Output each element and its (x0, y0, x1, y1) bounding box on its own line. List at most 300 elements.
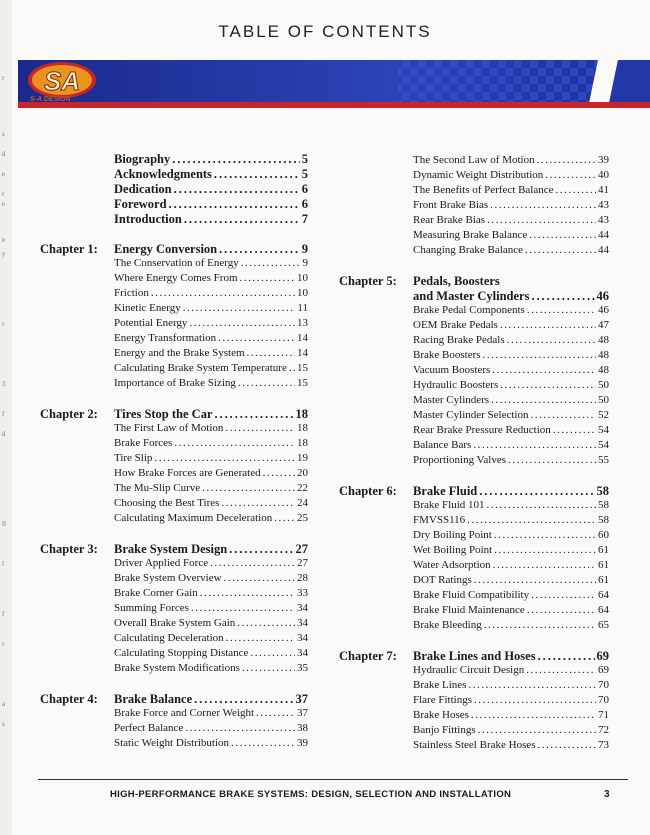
leader-dots (493, 559, 596, 571)
leader-dots (530, 409, 596, 421)
toc-item (114, 497, 308, 512)
toc-item (413, 589, 609, 604)
toc-item (413, 739, 609, 754)
toc-item-label: FMVSS116 (413, 514, 466, 526)
toc-item (114, 707, 308, 722)
toc-item-page: 20 (297, 467, 308, 479)
leader-dots (478, 724, 596, 736)
toc-item-page: 64 (598, 604, 609, 616)
toc-item (114, 347, 308, 362)
toc-item-label: Stainless Steel Brake Hoses (413, 739, 536, 751)
toc-item-page: 33 (297, 587, 308, 599)
leader-dots (242, 662, 295, 674)
toc-heading-page: 18 (295, 407, 308, 421)
toc-item (413, 499, 609, 514)
toc-heading-page: 6 (301, 182, 308, 196)
toc-item (413, 214, 609, 229)
toc-item (413, 514, 609, 529)
leader-dots (263, 467, 295, 479)
toc-item (413, 184, 609, 199)
toc-item-label: Water Adsorption (413, 559, 491, 571)
toc-item-page: 72 (598, 724, 609, 736)
toc-item-page: 34 (297, 632, 308, 644)
toc-item (413, 154, 609, 169)
toc-item-label: Master Cylinder Selection (413, 409, 529, 421)
toc-item-label: Choosing the Best Tires (114, 497, 220, 509)
footer-rule (38, 779, 628, 780)
toc-heading-page: 7 (301, 212, 308, 226)
leader-dots (479, 484, 594, 499)
chapter-label: Chapter 3: (40, 542, 98, 556)
chapter-label: Chapter 4: (40, 692, 98, 706)
toc-item-label: The Benefits of Perfect Balance (413, 184, 554, 196)
leader-dots (174, 437, 295, 449)
leader-dots (250, 647, 295, 659)
toc-item-page: 34 (297, 602, 308, 614)
toc-item-label: Brake Boosters (413, 349, 481, 361)
toc-item-page: 15 (297, 362, 308, 374)
toc-item-page: 46 (598, 304, 609, 316)
logo-subtext: S-A DESIGN (30, 96, 71, 103)
toc-heading-label: Energy Conversion (114, 242, 218, 256)
toc-item (114, 257, 308, 272)
leader-dots (553, 424, 596, 436)
toc-item-label: Brake Fluid Compatibility (413, 589, 530, 601)
leader-dots (525, 244, 596, 256)
toc-heading-label: Acknowledgments (114, 167, 212, 181)
toc-item-page: 34 (297, 647, 308, 659)
leader-dots (151, 287, 295, 299)
leader-dots (241, 257, 301, 269)
leader-dots (526, 664, 596, 676)
toc-heading-page: 69 (596, 649, 609, 663)
toc-heading (114, 542, 308, 558)
toc-item-page: 40 (598, 169, 609, 181)
leader-dots (474, 574, 596, 586)
leader-dots (531, 589, 596, 601)
toc-item (114, 572, 308, 587)
toc-item-label: Racing Brake Pedals (413, 334, 505, 346)
leader-dots (483, 349, 596, 361)
leader-dots (202, 482, 295, 494)
toc-item-label: Banjo Fittings (413, 724, 476, 736)
toc-item-page: 22 (297, 482, 308, 494)
toc-item (114, 452, 308, 467)
toc-item-label: Brake System Overview (114, 572, 222, 584)
leader-dots (256, 707, 295, 719)
toc-item-label: Perfect Balance (114, 722, 184, 734)
toc-item-page: 39 (598, 154, 609, 166)
toc-item-label: Hydraulic Circuit Design (413, 664, 525, 676)
leader-dots (556, 184, 597, 196)
toc-item-label: Energy Transformation (114, 332, 217, 344)
toc-item (114, 512, 308, 527)
page-number: 3 (604, 789, 610, 800)
leader-dots (274, 512, 295, 524)
toc-item-label: Brake Corner Gain (114, 587, 198, 599)
leader-dots (527, 604, 596, 616)
leader-dots (194, 692, 293, 707)
toc-item-label: Energy and the Brake System (114, 347, 245, 359)
toc-item-page: 37 (297, 707, 308, 719)
toc-item-page: 60 (598, 529, 609, 541)
toc-item-page: 38 (297, 722, 308, 734)
toc-item-page: 61 (598, 559, 609, 571)
leader-dots (191, 602, 295, 614)
toc-item (114, 587, 308, 602)
toc-item-label: Flare Fittings (413, 694, 472, 706)
toc-item (114, 377, 308, 392)
toc-item-label: Brake Force and Corner Weight (114, 707, 255, 719)
leader-dots (494, 544, 596, 556)
toc-item-page: 55 (598, 454, 609, 466)
toc-item-label: Balance Bars (413, 439, 472, 451)
toc-item-page: 9 (302, 257, 308, 269)
toc-item-page: 19 (297, 452, 308, 464)
leader-dots (237, 617, 295, 629)
leader-dots (215, 407, 294, 422)
leader-dots (185, 722, 295, 734)
toc-item-page: 61 (598, 574, 609, 586)
toc-item-label: Proportioning Valves (413, 454, 506, 466)
toc-item (114, 662, 308, 677)
toc-item (114, 287, 308, 302)
toc-item-page: 14 (297, 332, 308, 344)
toc-item-label: Dry Boiling Point (413, 529, 492, 541)
leader-dots (238, 377, 295, 389)
leader-dots (229, 542, 293, 557)
toc-item (413, 379, 609, 394)
leader-dots (224, 572, 295, 584)
toc-item-label: The Mu-Slip Curve (114, 482, 201, 494)
toc-heading-page: 9 (301, 242, 308, 256)
leader-dots (214, 167, 300, 182)
leader-dots (221, 497, 295, 509)
leader-dots (491, 394, 596, 406)
toc-item-label: Importance of Brake Sizing (114, 377, 236, 389)
toc-item-label: How Brake Forces are Generated (114, 467, 261, 479)
toc-item (413, 574, 609, 589)
leader-dots (494, 529, 596, 541)
toc-item-label: Brake Pedal Components (413, 304, 525, 316)
toc-item (114, 557, 308, 572)
toc-heading (413, 289, 609, 305)
leader-dots (225, 422, 295, 434)
toc-item-page: 47 (598, 319, 609, 331)
leader-dots (531, 289, 594, 304)
leader-dots (169, 197, 300, 212)
leader-dots (487, 214, 596, 226)
toc-item (114, 737, 308, 752)
toc-item-label: Master Cylinders (413, 394, 490, 406)
chapter-label: Chapter 7: (339, 649, 397, 663)
toc-item-label: Changing Brake Balance (413, 244, 523, 256)
toc-item (413, 244, 609, 259)
leader-dots (467, 514, 596, 526)
toc-item-label: DOT Ratings (413, 574, 472, 586)
toc-heading-label: Introduction (114, 212, 182, 226)
leader-dots (468, 679, 596, 691)
toc-heading-label: Biography (114, 152, 171, 166)
leader-dots (529, 229, 596, 241)
leader-dots (508, 454, 596, 466)
toc-item (114, 617, 308, 632)
header-banner (18, 60, 650, 108)
toc-item-label: Rear Brake Pressure Reduction (413, 424, 551, 436)
toc-item (413, 679, 609, 694)
toc-item (413, 409, 609, 424)
toc-heading-label: Brake System Design (114, 542, 228, 556)
toc-item (114, 722, 308, 737)
leader-dots (219, 242, 300, 257)
toc-item-label: Vacuum Boosters (413, 364, 491, 376)
toc-item-label: OEM Brake Pedals (413, 319, 498, 331)
toc-item-page: 41 (598, 184, 609, 196)
toc-item-label: Rear Brake Bias (413, 214, 486, 226)
toc-item-label: Calculating Deceleration (114, 632, 224, 644)
toc-item-page: 61 (598, 544, 609, 556)
toc-item-label: Brake Bleeding (413, 619, 482, 631)
toc-item (413, 319, 609, 334)
toc-item-label: Brake Fluid 101 (413, 499, 485, 511)
toc-item (114, 602, 308, 617)
toc-item (114, 632, 308, 647)
toc-item-label: The Second Law of Motion (413, 154, 535, 166)
leader-dots (289, 362, 295, 374)
toc-item-page: 70 (598, 679, 609, 691)
toc-item-page: 18 (297, 437, 308, 449)
toc-item-page: 10 (297, 272, 308, 284)
toc-heading-page: 5 (301, 152, 308, 166)
leader-dots (500, 319, 596, 331)
leader-dots (527, 304, 596, 316)
toc-item-page: 50 (598, 394, 609, 406)
toc-heading (114, 167, 308, 183)
toc-heading (114, 197, 308, 213)
toc-heading-label: Brake Balance (114, 692, 193, 706)
toc-heading (114, 242, 308, 258)
toc-item-label: Brake Hoses (413, 709, 469, 721)
toc-item-page: 27 (297, 557, 308, 569)
toc-item-label: Front Brake Bias (413, 199, 489, 211)
toc-item (413, 304, 609, 319)
toc-heading-label: Brake Lines and Hoses (413, 649, 536, 663)
toc-item-page: 43 (598, 214, 609, 226)
toc-item (413, 664, 609, 679)
toc-item-label: Kinetic Energy (114, 302, 181, 314)
toc-item-page: 11 (297, 302, 308, 314)
leader-dots (231, 737, 295, 749)
leader-dots (545, 169, 596, 181)
leader-dots (174, 182, 300, 197)
toc-item-page: 48 (598, 349, 609, 361)
toc-item-page: 52 (598, 409, 609, 421)
chapter-label: Chapter 6: (339, 484, 397, 498)
toc-item (413, 199, 609, 214)
leader-dots (247, 347, 295, 359)
toc-item-page: 58 (598, 514, 609, 526)
toc-heading (114, 212, 308, 228)
page-gutter: r s d e r e e y r 3 f d ll l f r a s (0, 0, 12, 835)
toc-item-label: Summing Forces (114, 602, 189, 614)
toc-item-page: 48 (598, 364, 609, 376)
leader-dots (474, 694, 596, 706)
toc-item-page: 13 (297, 317, 308, 329)
toc-item-page: 65 (598, 619, 609, 631)
toc-item (413, 544, 609, 559)
toc-heading-page: 27 (295, 542, 308, 556)
toc-item (114, 317, 308, 332)
toc-item-page: 34 (297, 617, 308, 629)
toc-item-label: Static Weight Distribution (114, 737, 230, 749)
leader-dots (240, 272, 295, 284)
toc-item (413, 529, 609, 544)
toc-item (413, 619, 609, 634)
toc-item-label: Brake Lines (413, 679, 467, 691)
chapter-label: Chapter 1: (40, 242, 98, 256)
toc-heading-label: Tires Stop the Car (114, 407, 213, 421)
toc-item (413, 454, 609, 469)
toc-item (413, 334, 609, 349)
toc-heading-page: 37 (295, 692, 308, 706)
toc-item (114, 437, 308, 452)
toc-item-page: 14 (297, 347, 308, 359)
toc-item (114, 467, 308, 482)
toc-item-page: 48 (598, 334, 609, 346)
toc-item (114, 422, 308, 437)
toc-item (413, 709, 609, 724)
toc-heading (114, 152, 308, 168)
toc-item-page: 35 (297, 662, 308, 674)
leader-dots (538, 649, 595, 664)
leader-dots (183, 302, 296, 314)
leader-dots (200, 587, 295, 599)
toc-item-label: Friction (114, 287, 149, 299)
leader-dots (538, 739, 596, 751)
toc-item-label: Calculating Stopping Distance (114, 647, 249, 659)
toc-heading-page: 46 (596, 289, 609, 303)
toc-item-page: 28 (297, 572, 308, 584)
leader-dots (172, 152, 299, 167)
toc-heading (114, 407, 308, 423)
toc-item-label: Potential Energy (114, 317, 188, 329)
toc-item-label: The Conservation of Energy (114, 257, 239, 269)
toc-item (114, 272, 308, 287)
toc-item (114, 647, 308, 662)
toc-item (413, 394, 609, 409)
leader-dots (189, 317, 295, 329)
toc-item-page: 10 (297, 287, 308, 299)
toc-item-page: 15 (297, 377, 308, 389)
toc-item-page: 39 (297, 737, 308, 749)
toc-item-label: Tire Slip (114, 452, 153, 464)
toc-item-page: 64 (598, 589, 609, 601)
toc-heading (114, 182, 308, 198)
toc-item-label: Overall Brake System Gain (114, 617, 236, 629)
toc-item-page: 71 (598, 709, 609, 721)
toc-item-label: Dynamic Weight Distribution (413, 169, 544, 181)
toc-item-label: Measuring Brake Balance (413, 229, 528, 241)
toc-item-label: Calculating Brake System Temperature (114, 362, 287, 374)
leader-dots (184, 212, 300, 227)
toc-item-label: Where Energy Comes From (114, 272, 238, 284)
toc-heading (413, 649, 609, 665)
toc-heading (114, 692, 308, 708)
toc-item (413, 364, 609, 379)
toc-item-page: 70 (598, 694, 609, 706)
leader-dots (154, 452, 295, 464)
toc-heading-page: 6 (301, 197, 308, 211)
page-title: TABLE OF CONTENTS (218, 22, 432, 41)
toc-item-page: 50 (598, 379, 609, 391)
section-heading: Pedals, Boosters (413, 274, 500, 288)
toc-item (114, 362, 308, 377)
toc-heading-label: Foreword (114, 197, 167, 211)
toc-item-page: 54 (598, 439, 609, 451)
toc-item-page: 54 (598, 424, 609, 436)
toc-heading (413, 484, 609, 500)
toc-item-label: Brake Forces (114, 437, 173, 449)
toc-item-page: 43 (598, 199, 609, 211)
toc-item (413, 169, 609, 184)
leader-dots (487, 499, 597, 511)
toc-item-label: Wet Boiling Point (413, 544, 493, 556)
toc-item-label: Calculating Maximum Deceleration (114, 512, 273, 524)
leader-dots (507, 334, 596, 346)
toc-heading-page: 5 (301, 167, 308, 181)
toc-item (114, 332, 308, 347)
leader-dots (218, 332, 295, 344)
toc-item-label: Brake Fluid Maintenance (413, 604, 525, 616)
chapter-label: Chapter 5: (339, 274, 397, 288)
toc-item-page: 44 (598, 244, 609, 256)
toc-item (413, 724, 609, 739)
toc-item (413, 559, 609, 574)
leader-dots (226, 632, 295, 644)
toc-item (413, 439, 609, 454)
toc-item (413, 349, 609, 364)
toc-item-page: 44 (598, 229, 609, 241)
leader-dots (500, 379, 596, 391)
toc-heading-page: 58 (596, 484, 609, 498)
toc-item (114, 302, 308, 317)
toc-item-page: 24 (297, 497, 308, 509)
toc-heading-label: Brake Fluid (413, 484, 478, 498)
toc-heading-label: Dedication (114, 182, 172, 196)
toc-item-page: 73 (598, 739, 609, 751)
leader-dots (471, 709, 596, 721)
leader-dots (490, 199, 596, 211)
toc-heading-label: and Master Cylinders (413, 289, 530, 303)
toc-item-label: The First Law of Motion (114, 422, 224, 434)
toc-item (413, 229, 609, 244)
toc-item (413, 604, 609, 619)
toc-item (413, 694, 609, 709)
toc-item-page: 69 (598, 664, 609, 676)
toc-item-label: Hydraulic Boosters (413, 379, 499, 391)
toc-item-label: Brake System Modifications (114, 662, 240, 674)
footer-title: HIGH-PERFORMANCE BRAKE SYSTEMS: DESIGN, SELECTION AND INSTALLATION (110, 789, 512, 800)
leader-dots (492, 364, 596, 376)
toc-item-page: 18 (297, 422, 308, 434)
toc-item (114, 482, 308, 497)
leader-dots (473, 439, 596, 451)
toc-item-label: Driver Applied Force (114, 557, 209, 569)
toc-item-page: 58 (598, 499, 609, 511)
toc-item-page: 25 (297, 512, 308, 524)
chapter-label: Chapter 2: (40, 407, 98, 421)
toc-item (413, 424, 609, 439)
